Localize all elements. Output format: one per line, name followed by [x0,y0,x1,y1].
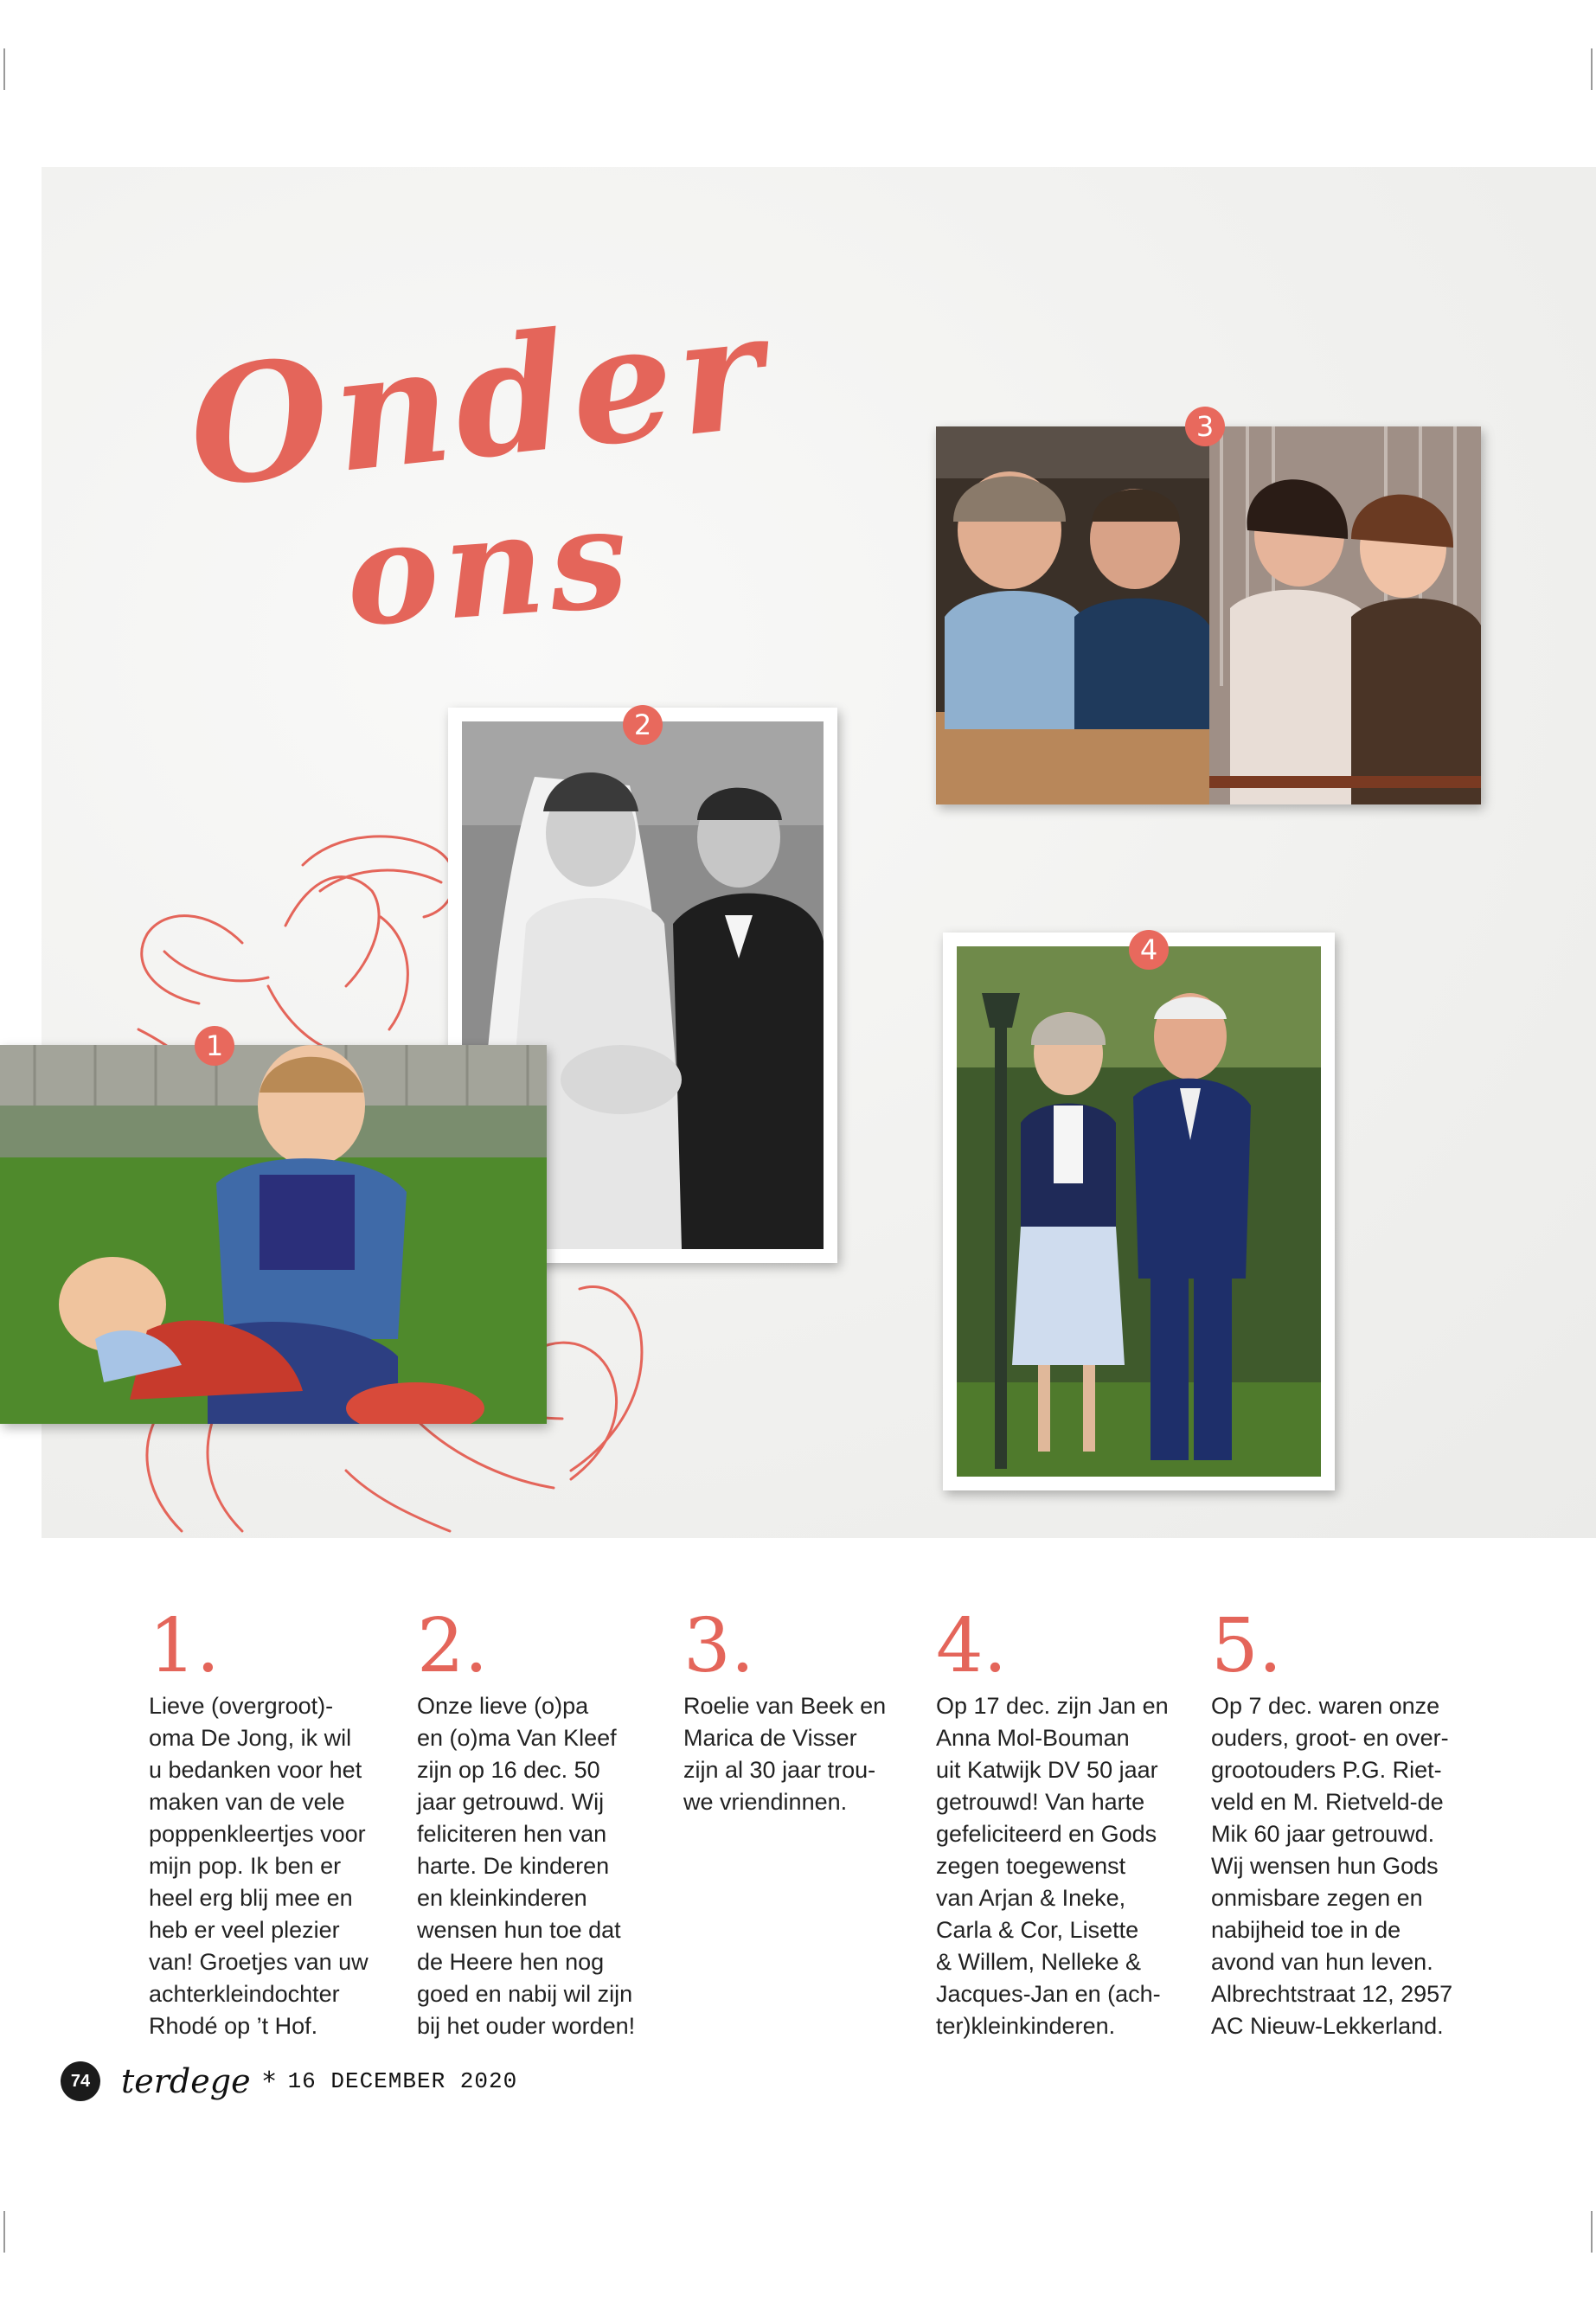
photo-1-toddler-with-doll [0,1045,547,1424]
message-text: Lieve (overgroot)- oma De Jong, ik wil u bedanken voor het maken van de vele poppenkleertjes voor mijn pop. Ik ben er heel erg blij mee en heb er veel plezier van! Groetjes van uw achterkleindochter Rhodé op ’t Hof. [149,1693,369,2039]
separator: * [262,2066,276,2097]
photo-badge-3: 3 [1185,407,1225,446]
message-number: 1. [149,1603,221,1689]
photo-badge-4: 4 [1129,930,1169,970]
photo-3-friends [936,426,1481,804]
heading-line-1: Onder [180,275,777,524]
message-text: Op 17 dec. zijn Jan en Anna Mol-Bouman uit Katwijk DV 50 jaar getrouwd! Van harte gefeliciteerd en Gods zegen toegewenst van Arjan & Ineke, Carla & Cor, Lisette & Willem, Nelleke & Jacques-Jan en (ach- ter)kleinkinderen. [936,1693,1169,2039]
issue-date: 16 DECEMBER 2020 [287,2068,518,2094]
photo-badge-1: 1 [195,1026,234,1066]
message-column-1 [149,1603,391,2042]
page-footer [61,2061,517,2101]
crop-mark [3,48,5,90]
message-number: 4. [936,1603,1008,1689]
crop-mark [3,2211,5,2253]
magazine-logo: terdege [121,2062,251,2100]
message-text: Onze lieve (o)pa en (o)ma Van Kleef zijn op 16 dec. 50 jaar getrouwd. Wij feliciteren hen van harte. De kinderen en kleinkinderen wensen hun toe dat de Heere hen nog goed en nabij wil zijn bij het ouder worden! [417,1693,636,2039]
message-column-2 [417,1603,668,2042]
message-text: Roelie van Beek en Marica de Visser zijn al 30 jaar trou- we vriendinnen. [683,1693,887,1815]
page-number: 74 [61,2061,100,2101]
message-number: 3. [683,1603,755,1689]
crop-mark [1591,2211,1593,2253]
photo-4-couple-in-garden [943,933,1335,1490]
message-text: Op 7 dec. waren onze ouders, groot- en over- grootouders P.G. Riet- veld en M. Rietveld-de Mik 60 jaar getrouwd. Wij wensen hun Gods onmisbare zegen en nabijheid toe in de avond van hun leven. Albrechtstraat 12, 2957 AC Nieuw-Lekkerland. [1211,1693,1453,2039]
heading-line-2: ons [340,475,638,658]
message-column-3 [683,1603,934,1818]
photo-badge-2: 2 [623,705,663,745]
message-column-4 [936,1603,1195,2042]
crop-mark [1591,48,1593,90]
message-number: 5. [1211,1603,1283,1689]
message-number: 2. [417,1603,489,1689]
message-column-5 [1211,1603,1479,2042]
